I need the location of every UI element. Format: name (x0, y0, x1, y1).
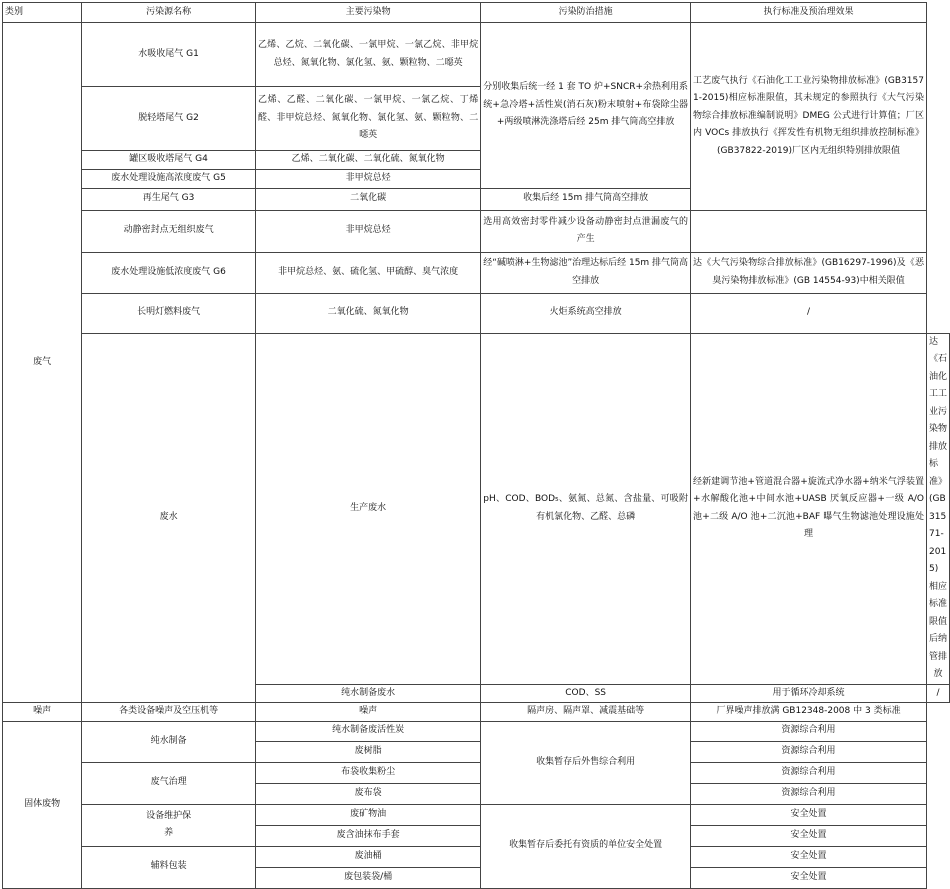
source-g3: 再生尾气 G3 (82, 188, 256, 210)
pollutant-pure-water: COD、SS (481, 684, 691, 703)
source-pure-water: 纯水制备废水 (256, 684, 481, 703)
measure-fugitive: 选用高效密封零件减少设备动静密封点泄漏废气的产生 (481, 210, 691, 252)
table-row (3, 252, 950, 293)
measure-production-water: 经新建调节池+管道混合器+旋流式净水器+纳米气浮装置+水解酸化池+中间水池+UASB 厌氧反应器+一级 A/O 池+二级 A/O 池+二沉池+BAF 曝气生物滤池处理设施处理 (691, 333, 927, 684)
source-g4: 罐区吸收塔尾气 G4 (82, 151, 256, 170)
source-maintenance-label: 设备维护保养 (146, 810, 192, 838)
pollutant-oil-drum: 废油桶 (256, 846, 481, 867)
measure-pilot: 火炬系统高空排放 (481, 293, 691, 333)
source-gas-treatment: 废气治理 (82, 762, 256, 804)
source-g1: 水吸收尾气 G1 (82, 23, 256, 87)
header-measure: 污染防治措施 (481, 3, 691, 23)
source-g6: 废水处理设施低浓度废气 G6 (82, 252, 256, 293)
table-row (3, 762, 950, 783)
standard-production-water: 达《石油化工工业污染物排放标准》(GB31571-2015)相应标准限值后纳管排放 (927, 333, 950, 684)
table-row (3, 293, 950, 333)
standard-process-gas: 工艺废气执行《石油化工工业污染物排放标准》(GB31571-2015)相应标准限值，其未规定的参照执行《大气污染物综合排放标准编制说明》DMEG 公式进行计算值；厂区内 VOCs 排放执行《挥发性有机物无组织排放控制标准》(GB37822-2019)厂区内无组织特别排放限值 (691, 23, 927, 211)
pollutant-pilot: 二氧化硫、氮氧化物 (256, 293, 481, 333)
result-reuse: 资源综合利用 (691, 721, 927, 741)
header-pollutant: 主要污染物 (256, 3, 481, 23)
source-pure-water-prep: 纯水制备 (82, 721, 256, 762)
pollutant-g6: 非甲烷总烃、氨、硫化氢、甲硫醇、臭气浓度 (256, 252, 481, 293)
pollutant-bag-dust: 布袋收集粉尘 (256, 762, 481, 783)
result-safe-disposal: 安全处置 (691, 846, 927, 867)
result-reuse: 资源综合利用 (691, 762, 927, 783)
result-safe-disposal: 安全处置 (691, 867, 927, 888)
source-packaging: 辅料包装 (82, 846, 256, 888)
table-row (3, 703, 950, 722)
pollutant-waste-activated-carbon: 纯水制备废活性炭 (256, 721, 481, 741)
result-safe-disposal: 安全处置 (691, 804, 927, 825)
standard-noise: 厂界噪声排放满 GB12348-2008 中 3 类标准 (691, 703, 927, 722)
header-source: 污染源名称 (82, 3, 256, 23)
table-row (3, 804, 950, 825)
pollutant-g1: 乙烯、乙烷、二氧化碳、一氯甲烷、一氯乙烷、非甲烷总烃、氮氧化物、氯化氢、氨、颗粒物、二噁英 (256, 23, 481, 87)
source-pilot (82, 293, 256, 333)
result-reuse: 资源综合利用 (691, 783, 927, 804)
standard-fugitive-blank (691, 210, 927, 252)
pollutant-g2: 乙烯、乙醛、二氧化碳、一氯甲烷、一氯乙烷、丁烯醛、非甲烷总烃、氮氧化物、氯化氢、氨、颗粒物、二噁英 (256, 87, 481, 151)
source-g5: 废水处理设施高浓度废气 G5 (82, 169, 256, 188)
table-row (3, 23, 950, 87)
category-waste-gas: 废气 (3, 23, 82, 703)
standard-pure-water: / (927, 684, 950, 703)
pollutant-oily-rags: 废含油抹布手套 (256, 825, 481, 846)
measure-g3: 收集后经 15m 排气筒高空排放 (481, 188, 691, 210)
header-category: 类别 (3, 3, 82, 23)
pollutant-production-water: pH、COD、BOD₅、氨氮、总氮、含盐量、可吸附有机氯化物、乙醛、总磷 (481, 333, 691, 684)
table-row (3, 333, 950, 684)
source-production-water: 生产废水 (256, 333, 481, 684)
pollutant-g3: 二氧化碳 (256, 188, 481, 210)
pollution-control-table (2, 2, 950, 889)
source-maintenance (82, 804, 256, 846)
header-row (3, 3, 950, 23)
header-standard: 执行标准及预治理效果 (691, 3, 927, 23)
result-safe-disposal: 安全处置 (691, 825, 927, 846)
source-fugitive: 动静密封点无组织废气 (82, 210, 256, 252)
table-row (3, 721, 950, 741)
pollutant-g5: 非甲烷总烃 (256, 169, 481, 188)
measure-noise: 隔声房、隔声罩、减震基础等 (481, 703, 691, 722)
pollutant-waste-resin: 废树脂 (256, 741, 481, 762)
standard-g6: 达《大气污染物综合排放标准》(GB16297-1996)及《恶臭污染物排放标准》(GB 14554-93)中相关限值 (691, 252, 927, 293)
standard-pilot: / (691, 293, 927, 333)
measure-g6: 经“碱喷淋+生物滤池”治理达标后经 15m 排气筒高空排放 (481, 252, 691, 293)
pollutant-fugitive: 非甲烷总烃 (256, 210, 481, 252)
pollutant-g4: 乙烯、二氧化碳、二氧化硫、氮氧化物 (256, 151, 481, 170)
measure-pure-water: 用于循环冷却系统 (691, 684, 927, 703)
category-noise: 噪声 (3, 703, 82, 722)
source-pilot-label: 长明灯燃料废气 (137, 307, 201, 318)
source-g2: 脱轻塔尾气 G2 (82, 87, 256, 151)
measure-to-furnace: 分别收集后统一经 1 套 TO 炉+SNCR+余热利用系统+急冷塔+活性炭(消石灰)粉末喷射+布袋除尘器+两级喷淋洗涤塔后经 25m 排气筒高空排放 (481, 23, 691, 189)
pollutant-waste-bag: 废布袋 (256, 783, 481, 804)
category-solid-waste: 固体废物 (3, 721, 82, 888)
category-waste-water: 废水 (82, 333, 256, 703)
source-noise: 各类设备噪声及空压机等 (82, 703, 256, 722)
result-reuse: 资源综合利用 (691, 741, 927, 762)
measure-resale: 收集暂存后外售综合利用 (481, 721, 691, 804)
pollutant-packing-bag: 废包装袋/桶 (256, 867, 481, 888)
pollutant-waste-oil: 废矿物油 (256, 804, 481, 825)
table-row (3, 210, 950, 252)
measure-entrusted: 收集暂存后委托有资质的单位安全处置 (481, 804, 691, 888)
pollutant-noise: 噪声 (256, 703, 481, 722)
table-row (3, 846, 950, 867)
